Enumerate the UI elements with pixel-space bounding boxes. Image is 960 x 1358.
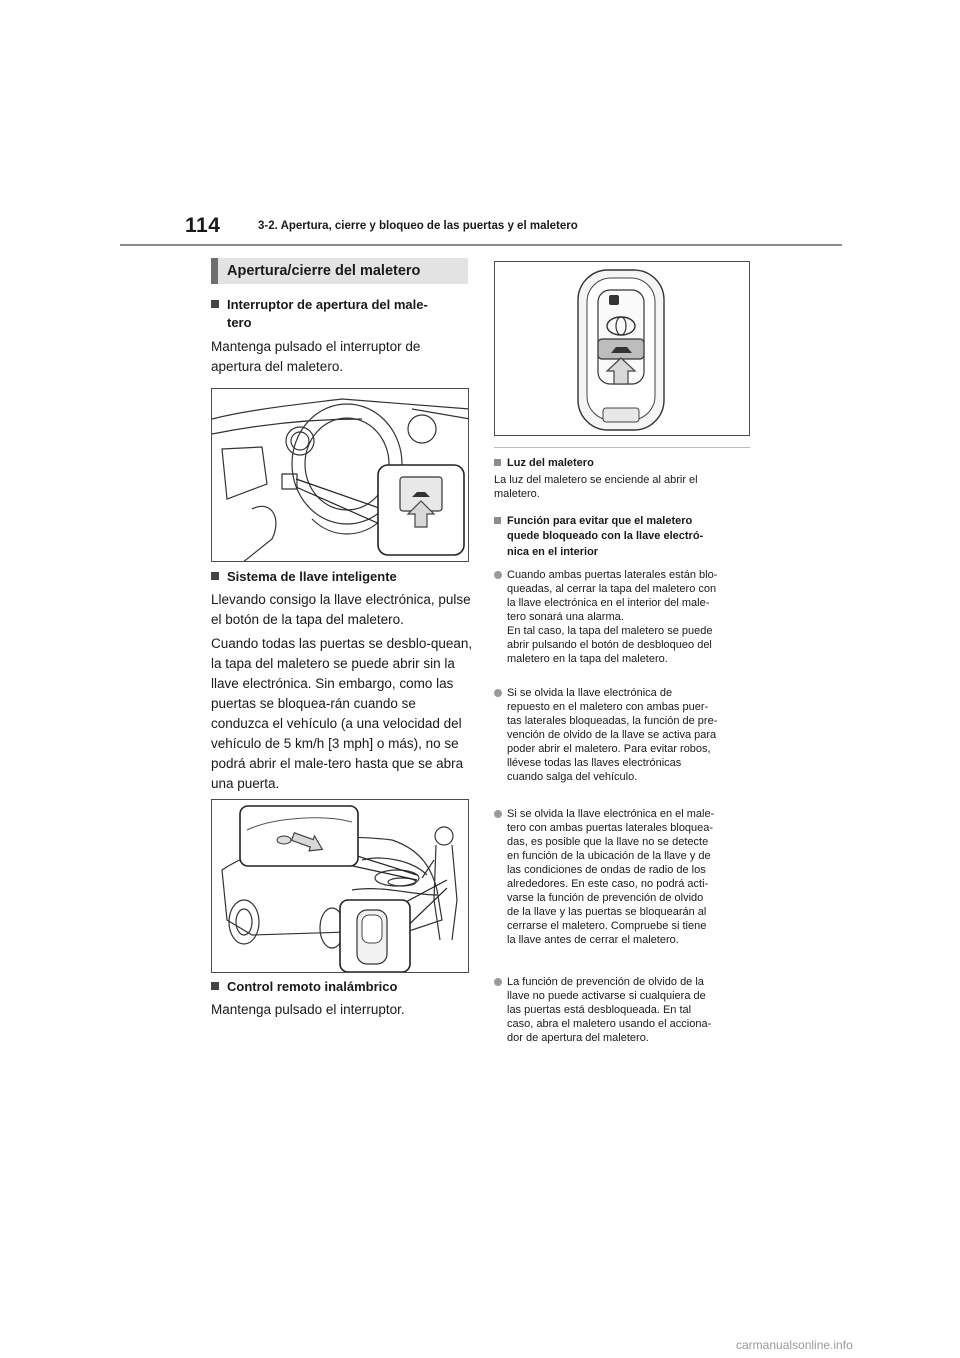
paragraph-remote: Mantenga pulsado el interruptor.	[211, 1002, 405, 1017]
square-bullet-icon	[211, 572, 219, 580]
key-fob-drawing	[495, 262, 750, 436]
subheading-key-lock-prevention-cont2: nica en el interior	[507, 546, 599, 558]
paragraph-smart-key-2: Cuando todas las puertas se desblo-quean, la tapa del maletero se puede abrir sin la llave electrónica. Sin embargo, como las puertas se bloquea-rán cuando se conduzca el vehículo (a una velocidad del vehículo de 5 km/h [3 mph] o más), no se podrá abrir el male-tero hasta que se abra una puerta.	[211, 636, 473, 791]
trunk-illustration	[211, 799, 469, 973]
paragraph-smart-key-1: Llevando consigo la llave electrónica, pulse el botón de la tapa del maletero.	[211, 592, 471, 627]
key-fob-illustration	[494, 261, 750, 436]
square-bullet-icon	[211, 300, 219, 308]
dashboard-drawing	[212, 389, 469, 562]
square-bullet-icon	[211, 982, 219, 990]
watermark: carmanualsonline.info	[736, 1338, 853, 1352]
subheading-key-lock-prevention-cont1: quede bloqueado con la llave electró-	[507, 530, 704, 542]
subheading-key-lock-prevention: Función para evitar que el maletero	[494, 514, 750, 528]
header-divider	[120, 244, 842, 246]
page-number: 114	[185, 214, 221, 237]
dashboard-illustration	[211, 388, 469, 562]
figure-divider	[494, 447, 750, 448]
paragraph-trunk-switch: Mantenga pulsado el interruptor de apertura del maletero.	[211, 339, 421, 374]
subheading-trunk-light: Luz del maletero	[494, 456, 750, 470]
trunk-drawing	[212, 800, 469, 973]
bullet-dot-icon	[494, 571, 502, 579]
square-bullet-icon	[494, 517, 501, 524]
subheading-trunk-switch: Interruptor de apertura del male-	[211, 296, 428, 314]
bullet-dot-icon	[494, 689, 502, 697]
subheading-smart-key: Sistema de llave inteligente	[211, 568, 397, 586]
square-bullet-icon	[494, 459, 501, 466]
paragraph-trunk-light: La luz del maletero se enciende al abrir el maletero.	[494, 474, 698, 500]
section-heading	[211, 258, 468, 284]
running-header: 3-2. Apertura, cierre y bloqueo de las puertas y el maletero	[258, 220, 578, 232]
bullet-dot-icon	[494, 978, 502, 986]
bullet-dot-icon	[494, 810, 502, 818]
lock-icon	[609, 295, 619, 305]
subheading-trunk-switch-cont: tero	[227, 315, 252, 330]
subheading-remote: Control remoto inalámbrico	[211, 978, 397, 996]
section-heading-text: Apertura/cierre del maletero	[227, 263, 421, 279]
